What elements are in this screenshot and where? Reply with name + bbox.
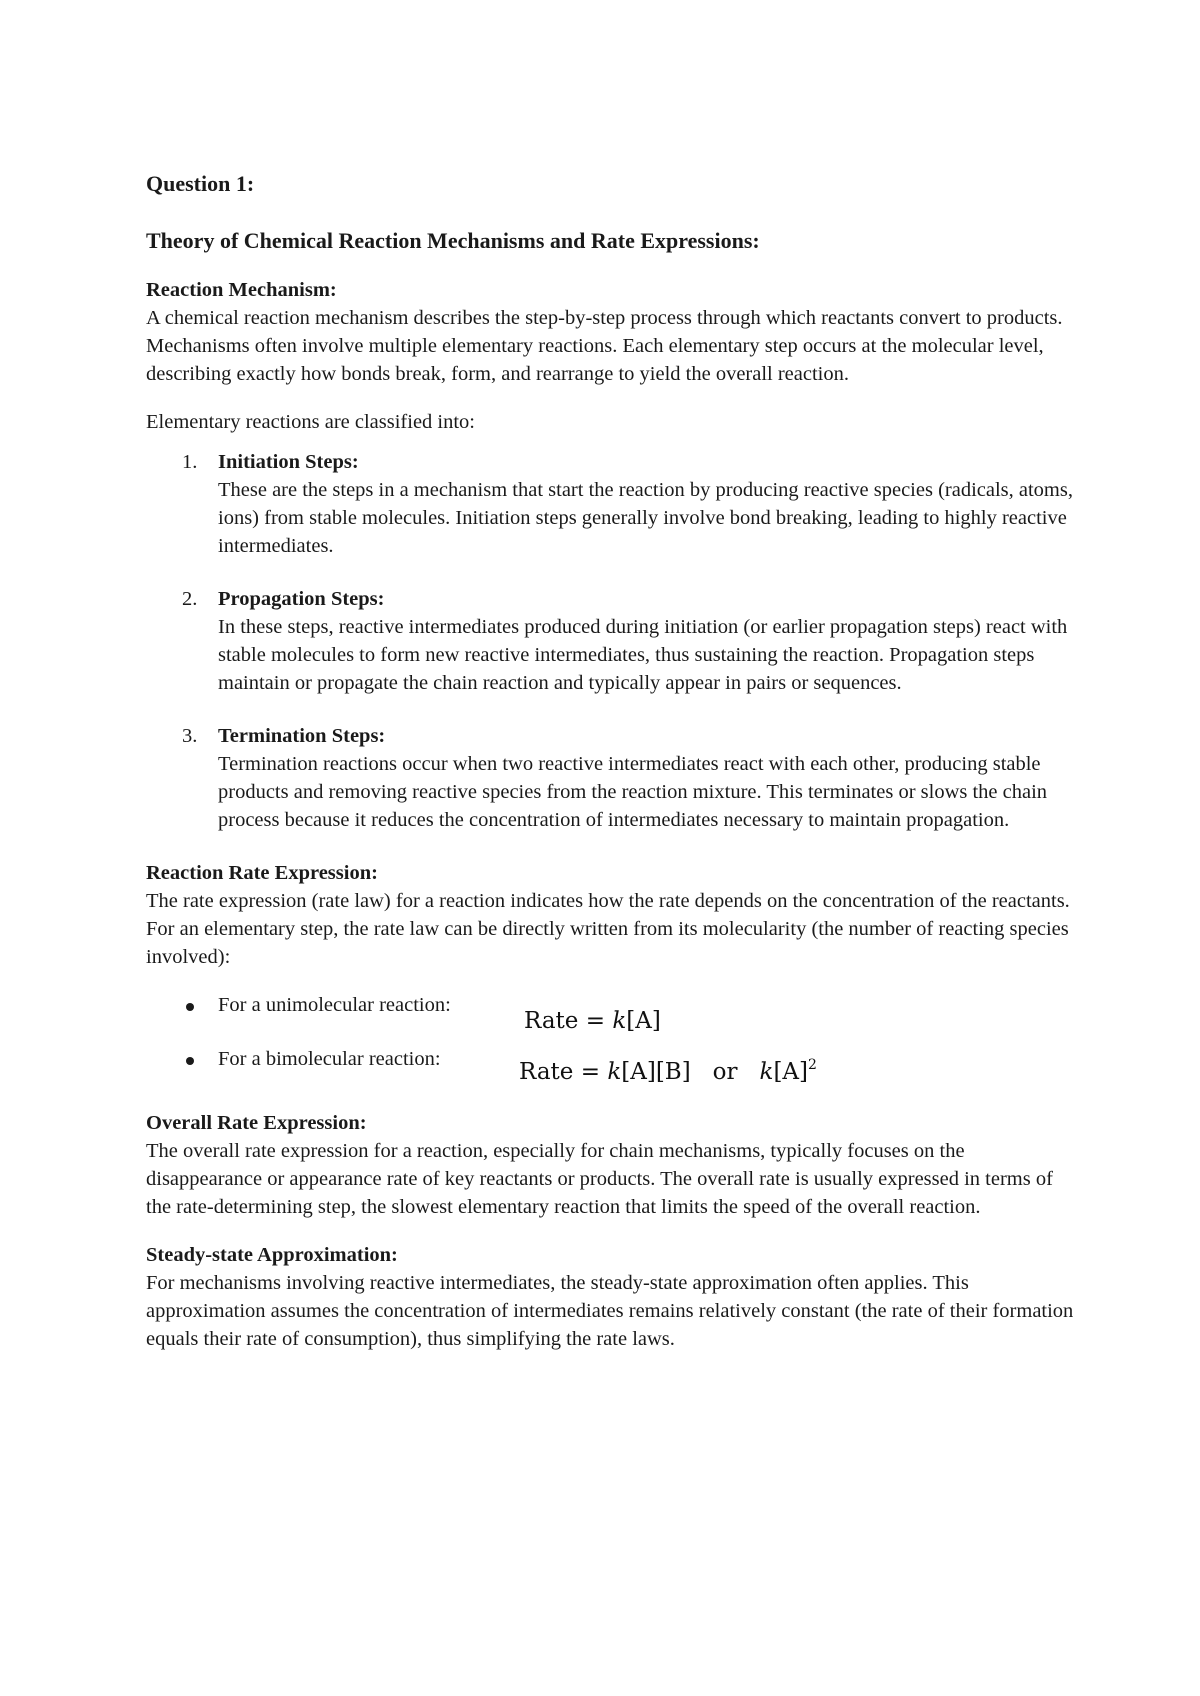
overall-label: Overall Rate Expression: (146, 1112, 367, 1134)
formula-lhs: Rate (519, 1059, 574, 1085)
unimolecular-formula (524, 1007, 661, 1035)
step-title: Termination Steps: (218, 725, 386, 747)
bullet-icon (186, 1057, 194, 1065)
step-title: Initiation Steps: (218, 451, 359, 473)
document-title: Theory of Chemical Reaction Mechanisms and Rate Expressions: (146, 228, 760, 253)
step-initiation (146, 448, 1076, 560)
rate-law-list (146, 991, 1076, 1099)
unimolecular-label: For a unimolecular reaction: (218, 994, 451, 1016)
step-title: Propagation Steps: (218, 588, 385, 610)
step-number: 3. (182, 725, 198, 747)
bimolecular-label: For a bimolecular reaction: (218, 1048, 441, 1070)
classified-intro: Elementary reactions are classified into: (146, 411, 476, 433)
elementary-steps-list (146, 448, 1076, 834)
step-number: 1. (182, 451, 198, 473)
formula-power: 2 (808, 1057, 817, 1073)
steady-state-label: Steady-state Approximation: (146, 1244, 398, 1266)
mechanism-text: A chemical reaction mechanism describes the step-by-step process through which reactants convert to products. Mechanisms often involve multiple elementary reactions. Each elementary step occurs at the molecular level, describing exactly how bonds break, form, and rearrange to yield the overall reaction. (146, 307, 1063, 385)
rate-expression-label: Reaction Rate Expression: (146, 862, 378, 884)
bimolecular-item (146, 1045, 1076, 1099)
formula-equals: = (580, 1059, 601, 1085)
mechanism-label: Reaction Mechanism: (146, 279, 337, 301)
step-text: Termination reactions occur when two reactive intermediates react with each other, producing stable products and removing reactive species from the reaction mixture. This terminates or slows the chain process because it reduces the concentration of intermediates necessary to maintain propagation. (218, 753, 1048, 831)
formula-rhs-alt: [A] (773, 1059, 809, 1085)
step-text: These are the steps in a mechanism that start the reaction by producing reactive species (radicals, atoms, ions) from stable molecules. Initiation steps generally involve bond breaking, leading to highly reactive intermediates. (218, 479, 1073, 557)
unimolecular-item (146, 991, 1076, 1045)
steady-state-text: For mechanisms involving reactive intermediates, the steady-state approximation often applies. This approximation assumes the concentration of intermediates remains relatively constant (the rate of their formation equals their rate of consumption), thus simplifying the rate laws. (146, 1272, 1074, 1350)
formula-rate-constant-alt: k (759, 1059, 774, 1085)
rate-expression-section (146, 859, 1076, 971)
question-label: Question 1: (146, 171, 255, 196)
step-text: In these steps, reactive intermediates produced during initiation (or earlier propagation steps) react with stable molecules to form new reactive intermediates, thus sustaining the reaction. Propagation steps maintain or propagate the chain reaction and typically appear in pairs or sequences. (218, 616, 1068, 694)
step-number: 2. (182, 588, 198, 610)
mechanism-section (146, 276, 1076, 388)
step-propagation (146, 585, 1076, 697)
formula-lhs: Rate (524, 1008, 579, 1034)
document-page (146, 170, 1076, 1353)
bullet-icon (186, 1003, 194, 1011)
formula-equals: = (585, 1008, 606, 1034)
formula-rhs: [A][B] (621, 1059, 691, 1085)
overall-section (146, 1109, 1076, 1221)
formula-rate-constant: k (607, 1059, 622, 1085)
bimolecular-formula (519, 1051, 817, 1086)
formula-rate-constant: k (612, 1008, 627, 1034)
formula-rhs: [A] (626, 1008, 661, 1034)
rate-expression-text: The rate expression (rate law) for a reaction indicates how the rate depends on the concentration of the reactants. For an elementary step, the rate law can be directly written from its molecularity (the number of reacting species involved): (146, 890, 1070, 968)
formula-or: or (712, 1059, 738, 1085)
step-termination (146, 722, 1076, 834)
steady-state-section (146, 1241, 1076, 1353)
overall-text: The overall rate expression for a reaction, especially for chain mechanisms, typically focuses on the disappearance or appearance rate of key reactants or products. The overall rate is usually expressed in terms of the rate-determining step, the slowest elementary reaction that limits the speed of the overall reaction. (146, 1140, 1053, 1218)
